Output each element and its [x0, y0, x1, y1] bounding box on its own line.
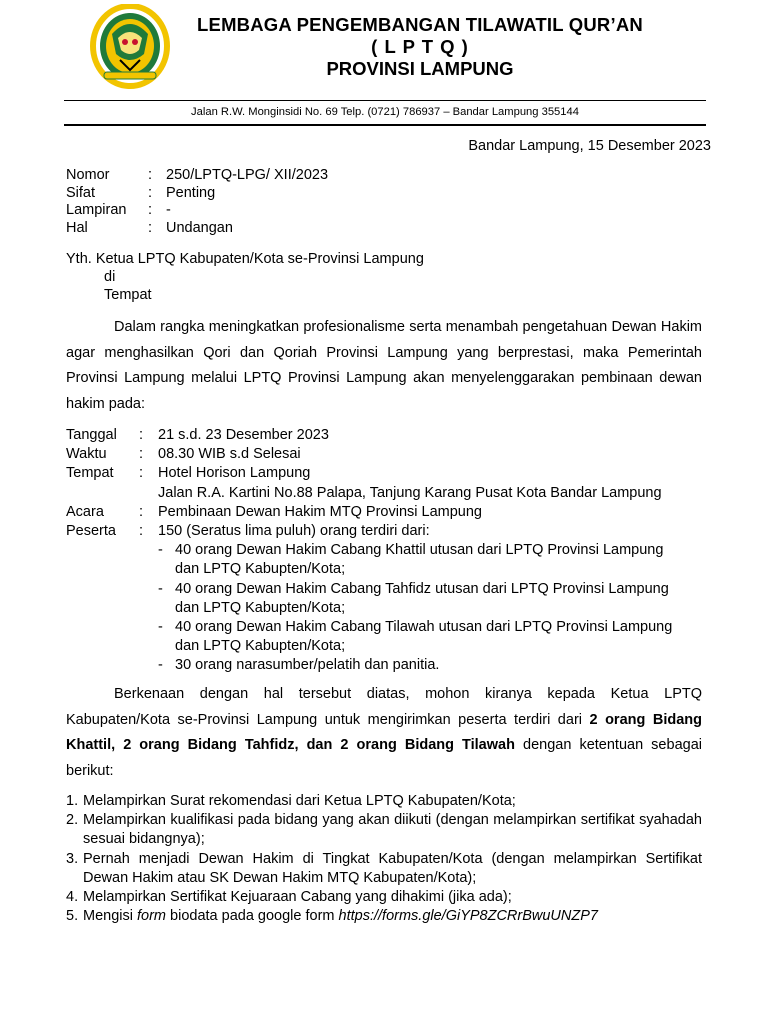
requirement-5-pre: Mengisi [83, 908, 137, 925]
detail-value: Jalan R.A. Kartini No.88 Palapa, Tanjung Karang Pusat Kota Bandar Lampung [158, 484, 662, 501]
paragraph-2-before: Berkenaan dengan hal tersebut diatas, mohon kiranya kepada Ketua LPTQ Kabupaten/Kota se-Provinsi Lampung untuk mengirimkan peserta terdiri dari [66, 686, 702, 728]
event-details [66, 426, 720, 676]
detail-key: Tanggal [66, 427, 117, 443]
header-rule-top [64, 100, 706, 101]
detail-value: 21 s.d. 23 Desember 2023 [158, 427, 329, 443]
detail-key: Waktu [66, 446, 107, 463]
meta-colon: : [148, 202, 153, 218]
detail-value: Pembinaan Dewan Hakim MTQ Provinsi Lampung [158, 503, 482, 520]
requirement-item [66, 888, 702, 907]
meta-value: Penting [166, 184, 216, 201]
letterhead-address: Jalan R.W. Monginsidi No. 69 Telp. (0721) 786937 – Bandar Lampung 355144 [191, 106, 579, 118]
requirement-number: 5. [66, 908, 79, 925]
peserta-item [66, 541, 720, 560]
lptq-lampung-emblem-icon [90, 4, 170, 90]
detail-value: 150 (Seratus lima puluh) orang terdiri dari: [158, 523, 430, 540]
requirement-text: Melampirkan kualifikasi pada bidang yang akan diikuti (dengan melampirkan sertifikat syahadah sesuai bidangnya); [83, 812, 702, 848]
meta-key: Sifat [66, 184, 96, 201]
org-line-3: PROVINSI LAMPUNG [326, 58, 514, 79]
paragraph-2-after: dengan ketentuan sebagai berikut: [66, 737, 702, 779]
peserta-item-text: 40 orang Dewan Hakim Cabang Tahfidz utusan dari LPTQ Provinsi Lampung [175, 580, 669, 597]
peserta-item [66, 656, 720, 675]
paragraph-2-bold: 2 orang Bidang Khattil, 2 orang Bidang Tahfidz, dan 2 orang Bidang Tilawah [66, 711, 702, 753]
detail-row-tempat-address [66, 484, 720, 503]
detail-key: Acara [66, 503, 104, 520]
peserta-item-text: 40 orang Dewan Hakim Cabang Tilawah utusan dari LPTQ Provinsi Lampung [175, 619, 673, 636]
detail-value: Hotel Horison Lampung [158, 465, 311, 482]
requirement-number: 1. [66, 793, 79, 809]
meta-row-lampiran [66, 202, 328, 220]
detail-colon: : [139, 523, 144, 540]
peserta-dash: - [158, 657, 163, 674]
requirement-number: 3. [66, 850, 79, 867]
meta-key: Nomor [66, 167, 110, 183]
requirement-number: 4. [66, 889, 79, 906]
meta-value: 250/LPTQ-LPG/ XII/2023 [166, 167, 329, 183]
peserta-dash: - [158, 542, 163, 559]
paragraph-1-text: Dalam rangka meningkatkan profesionalisme serta menambah pengetahuan Dewan Hakim agar menghasilkan Qori dan Qoriah Provinsi Lampung yang berprestasi, maka Pemerintah Provinsi Lampung melalui LPTQ Provinsi Lampung akan menyelenggarakan pembinaan dewan hakim pada: [66, 319, 702, 412]
recipient-tempat: Tempat [104, 287, 152, 303]
requirement-5-mid: biodata pada google form [166, 908, 339, 925]
peserta-item-continuation: dan LPTQ Kabupten/Kota; [175, 599, 346, 616]
recipient-yth: Yth. Ketua LPTQ Kabupaten/Kota se-Provinsi Lampung [66, 251, 424, 267]
requirement-item [66, 907, 702, 926]
detail-colon: : [139, 427, 144, 443]
meta-colon: : [148, 184, 153, 201]
detail-colon: : [139, 465, 144, 482]
meta-colon: : [148, 167, 153, 183]
recipient-block [66, 250, 424, 304]
detail-colon: : [139, 446, 144, 463]
letter-date: Bandar Lampung, 15 Desember 2023 [468, 138, 711, 154]
meta-row-hal [66, 220, 328, 238]
detail-row-tempat [66, 464, 720, 483]
detail-key: Peserta [66, 523, 116, 540]
detail-colon: : [139, 503, 144, 520]
meta-key: Lampiran [66, 202, 127, 218]
meta-key: Hal [66, 219, 88, 236]
peserta-item-continuation: dan LPTQ Kabupten/Kota; [175, 561, 346, 578]
requirement-item [66, 811, 702, 849]
requirement-5-form-word: form [137, 908, 166, 925]
letter-meta [66, 167, 328, 237]
meta-colon: : [148, 219, 153, 236]
org-line-1: LEMBAGA PENGEMBANGAN TILAWATIL QUR’AN [197, 14, 643, 35]
peserta-item [66, 618, 720, 637]
peserta-dash: - [158, 580, 163, 597]
body-paragraph-1 [66, 315, 702, 417]
detail-value: 08.30 WIB s.d Selesai [158, 446, 301, 463]
detail-row-waktu [66, 445, 720, 464]
peserta-dash: - [158, 619, 163, 636]
requirement-number: 2. [66, 812, 79, 829]
requirement-item [66, 850, 702, 888]
meta-row-nomor [66, 167, 328, 185]
requirement-text: Melampirkan Sertifikat Kejuaraan Cabang yang dihakimi (jika ada); [83, 889, 512, 906]
detail-key: Tempat [66, 465, 114, 482]
peserta-item-text: 40 orang Dewan Hakim Cabang Khattil utusan dari LPTQ Provinsi Lampung [175, 542, 664, 559]
peserta-item-text: 30 orang narasumber/pelatih dan panitia. [175, 657, 440, 674]
peserta-item [66, 580, 720, 599]
detail-row-acara [66, 503, 720, 522]
peserta-item-continuation: dan LPTQ Kabupten/Kota; [175, 638, 346, 655]
meta-row-sifat [66, 185, 328, 203]
recipient-di: di [104, 269, 116, 285]
header-rule-bottom [64, 124, 706, 126]
detail-row-tanggal [66, 426, 720, 445]
requirement-item [66, 792, 702, 811]
google-form-link[interactable]: https://forms.gle/GiYP8ZCRrBwuUNZP7 [338, 908, 598, 925]
body-paragraph-2 [66, 682, 702, 784]
requirement-text: Melampirkan Surat rekomendasi dari Ketua LPTQ Kabupaten/Kota; [83, 793, 516, 809]
requirement-text [83, 907, 702, 926]
requirements-list [66, 792, 702, 926]
organization-name [170, 14, 670, 80]
org-line-2: ( L P T Q ) [371, 36, 469, 57]
meta-value: - [166, 202, 171, 218]
detail-row-peserta [66, 522, 720, 541]
meta-value: Undangan [166, 219, 233, 236]
requirement-text: Pernah menjadi Dewan Hakim di Tingkat Kabupaten/Kota (dengan melampirkan Sertifikat Dewan Hakim atau SK Dewan Hakim MTQ Kabupaten/Kota); [83, 850, 702, 886]
